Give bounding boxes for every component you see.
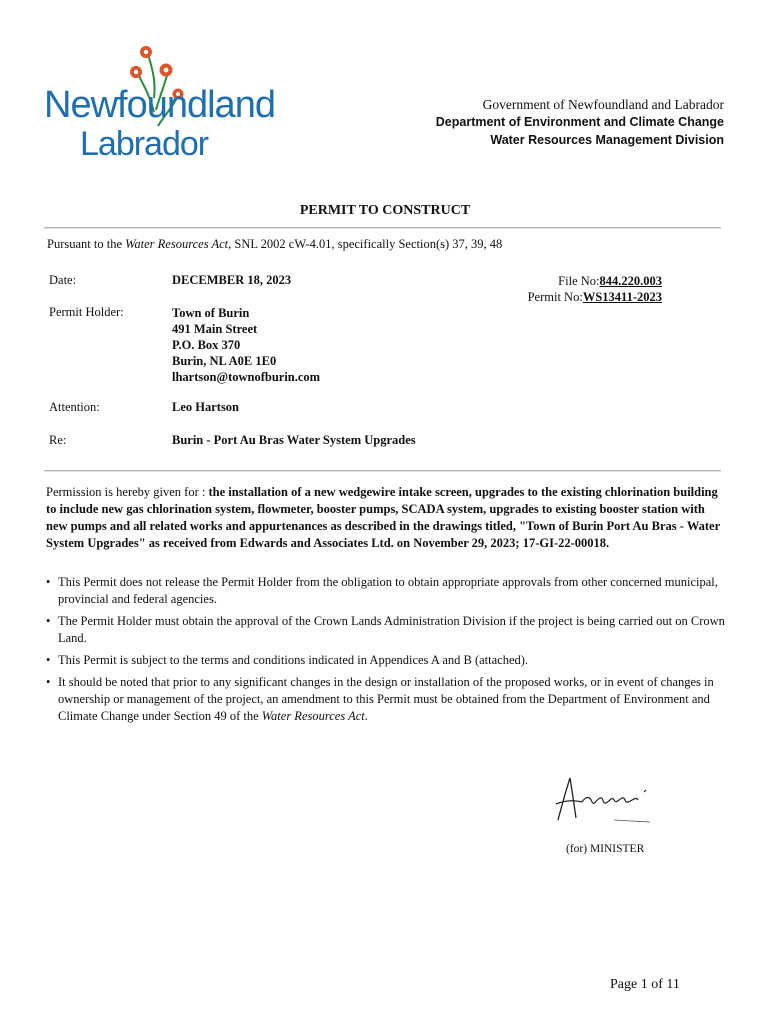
permit-holder-label: Permit Holder:: [49, 305, 124, 319]
permission-body: the installation of a new wedgewire intake screen, upgrades to the existing chlorination building to include new gas chlorination system, flowmeter, booster pumps, SCADA system, upgrades to existing booster station with new pumps and all related works and appurtenances as described in the drawings titled, "Town of Burin Port Au Bras - Water System Upgrades" as received from Edwards and Associates Ltd. on November 29, 2023; 17-GI-22-00018.: [46, 485, 720, 550]
permission-paragraph: [46, 484, 726, 552]
page-number: Page 1 of 11: [610, 977, 680, 992]
attention-value: Leo Hartson: [172, 400, 240, 414]
condition-act: Water Resources Act: [261, 709, 365, 723]
condition-item: • This Permit is subject to the terms and conditions indicated in Appendices A and B (attached).: [46, 652, 726, 669]
condition-item: • This Permit does not release the Permit Holder from the obligation to obtain appropriate approvals from other concerned municipal, provincial and federal agencies.: [46, 574, 726, 608]
pursuant-suffix: , SNL 2002 cW-4.01, specifically Section(s) 37, 39, 48: [228, 237, 503, 251]
file-info: [528, 273, 662, 305]
file-number-label: File No:: [558, 274, 600, 288]
permit-number-label: Permit No:: [527, 290, 583, 304]
holder-line: 491 Main Street: [172, 322, 258, 336]
pursuant-act: Water Resources Act: [125, 237, 229, 251]
condition-item: • The Permit Holder must obtain the approval of the Crown Lands Administration Division if the project is being carried out on Crown Land.: [46, 613, 726, 647]
header-division: Water Resources Management Division: [490, 133, 724, 147]
condition-end: .: [364, 709, 368, 723]
document-title: PERMIT TO CONSTRUCT: [299, 203, 471, 218]
holder-line: Burin, NL A0E 1E0: [172, 354, 277, 368]
pursuant-line: [47, 237, 502, 252]
divider-middle: [44, 470, 721, 472]
re-label: Re:: [49, 433, 67, 447]
conditions-list: [46, 574, 726, 730]
date-value: DECEMBER 18, 2023: [172, 273, 292, 287]
date-label: Date:: [49, 273, 77, 287]
holder-line: P.O. Box 370: [172, 338, 241, 352]
re-value: Burin - Port Au Bras Water System Upgrades: [172, 433, 416, 447]
permit-holder-address: [172, 305, 320, 385]
permission-prefix: Permission is hereby given for :: [46, 485, 209, 499]
divider-top: [44, 227, 721, 229]
condition-item: [46, 674, 726, 725]
attention-label: Attention:: [49, 400, 100, 414]
header-government: Government of Newfoundland and Labrador: [482, 97, 724, 112]
holder-line: Town of Burin: [172, 306, 250, 320]
permit-number-value: WS13411-2023: [582, 290, 662, 304]
signature-caption: (for) MINISTER: [566, 843, 645, 855]
condition-text: It should be noted that prior to any significant changes in the design or installation of the proposed works, or in event of changes in ownership or management of the project, an amendment to this Permit must be obtained from the Department of Environment and Climate Change under Section 49 of the: [58, 675, 714, 723]
logo-word-labrador: Labrador: [80, 125, 209, 163]
minister-signature-icon: [552, 770, 662, 830]
pursuant-prefix: Pursuant to the: [47, 237, 126, 251]
file-number-value: 844.220.003: [599, 274, 662, 288]
holder-email: lhartson@townofburin.com: [172, 370, 321, 384]
header-department: Department of Environment and Climate Change: [435, 115, 724, 129]
logo-word-newfoundland: Newfoundland: [44, 84, 275, 126]
